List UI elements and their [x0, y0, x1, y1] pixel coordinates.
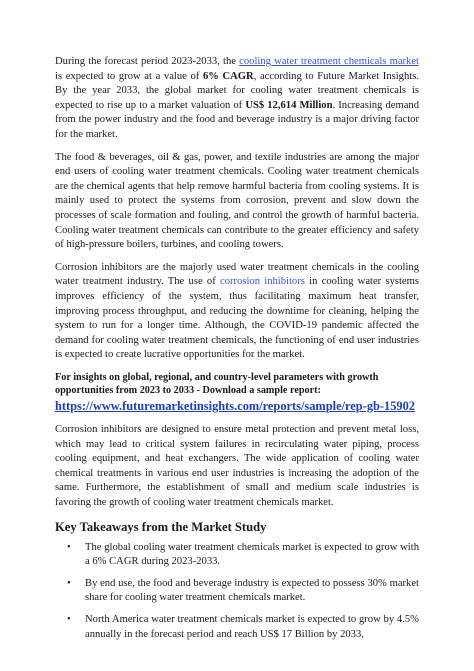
market-link[interactable]: cooling water treatment chemicals market — [239, 56, 419, 67]
corrosion-inhibitors-link[interactable]: corrosion inhibitors — [219, 276, 305, 288]
list-item — [55, 541, 419, 570]
sample-report-link[interactable]: https://www.futuremarketinsights.com/reports/sample/rep-gb-15902 — [55, 399, 416, 414]
metal-protection-paragraph: Corrosion inhibitors are designed to ensure metal protection and prevent metal loss, which may lead to critical system failures in recirculating water piping, process cooling equipment, and heat exchangers. The wide application of cooling water chemical treatments in various end user industries is increasing the adoption of the same. Furthermore, the establishment of small and medium scale industries is favoring the growth of cooling water treatment chemicals market. — [55, 424, 419, 509]
list-item — [55, 613, 419, 642]
corrosion-text-start: Corrosion inhibitors are the majorly used water treatment chemicals in the cooling water treatment industry. The use of — [55, 261, 419, 288]
corrosion-paragraph — [55, 261, 419, 363]
bullet-icon: • — [67, 541, 71, 553]
bullet-icon: • — [67, 614, 71, 625]
valuation-value: US$ 12,614 Million — [245, 99, 333, 111]
list-item-text: The global cooling water treatment chemicals market is expected to grow with a 6% CAGR during 2023-2033. — [85, 541, 419, 568]
bullet-icon: • — [67, 577, 71, 589]
key-takeaways-list — [55, 541, 419, 643]
list-item — [55, 577, 419, 606]
sample-report-callout: For insights on global, regional, and country-level parameters with growth opportunities from 2023 to 2033 - Download a sample report: — [55, 371, 379, 397]
list-item-text: North America water treatment chemicals market is expected to grow by 4.5% annually in the forecast period and reach US$ 17 Billion by 2033, — [85, 614, 419, 640]
intro-text-mid-2: , according to Future Market Insights. By the year 2033, the global market for cooling water treatment chemicals is expected to rise up to a market valuation of — [55, 70, 419, 111]
document-page — [55, 55, 419, 649]
intro-text-start: During the forecast period 2023-2033, the — [55, 56, 240, 67]
intro-paragraph — [55, 55, 419, 143]
end-users-paragraph: The food & beverages, oil & gas, power, and textile industries are among the major end users of cooling water treatment chemicals. Cooling water treatment chemicals are the chemical agents that help remove harmful bacteria from cooling systems. It is mainly used to protect the systems from corrosion, prevent and slow down the processes of scale formation and fouling, and control the growth of harmful bacteria. Cooling water treatment chemicals can contribute to the greater efficiency and safety of high-pressure boilers, turbines, and cooling towers. — [55, 151, 419, 251]
list-item-text: By end use, the food and beverage industry is expected to possess 30% market share for cooling water treatment chemicals market. — [85, 577, 419, 604]
key-takeaways-heading: Key Takeaways from the Market Study — [55, 519, 267, 534]
corrosion-text-end: in cooling water systems improves efficiency of the system, thus facilitating maximum heat transfer, improving process throughput, and reducing the downtime for cleaning, helping the system to run for a longer time. Although, the COVID-19 pandemic affected the demand for cooling water treatment chemicals, the functioning of end user industries is expected to create lucrative opportunities for the market. — [55, 276, 419, 361]
cagr-value: 6% CAGR — [202, 70, 254, 82]
intro-text-mid: is expected to grow at a value of — [55, 70, 203, 82]
intro-text-end: . Increasing demand from the power industry and the food and beverage industry is a major driving factor for the market. — [55, 99, 419, 140]
